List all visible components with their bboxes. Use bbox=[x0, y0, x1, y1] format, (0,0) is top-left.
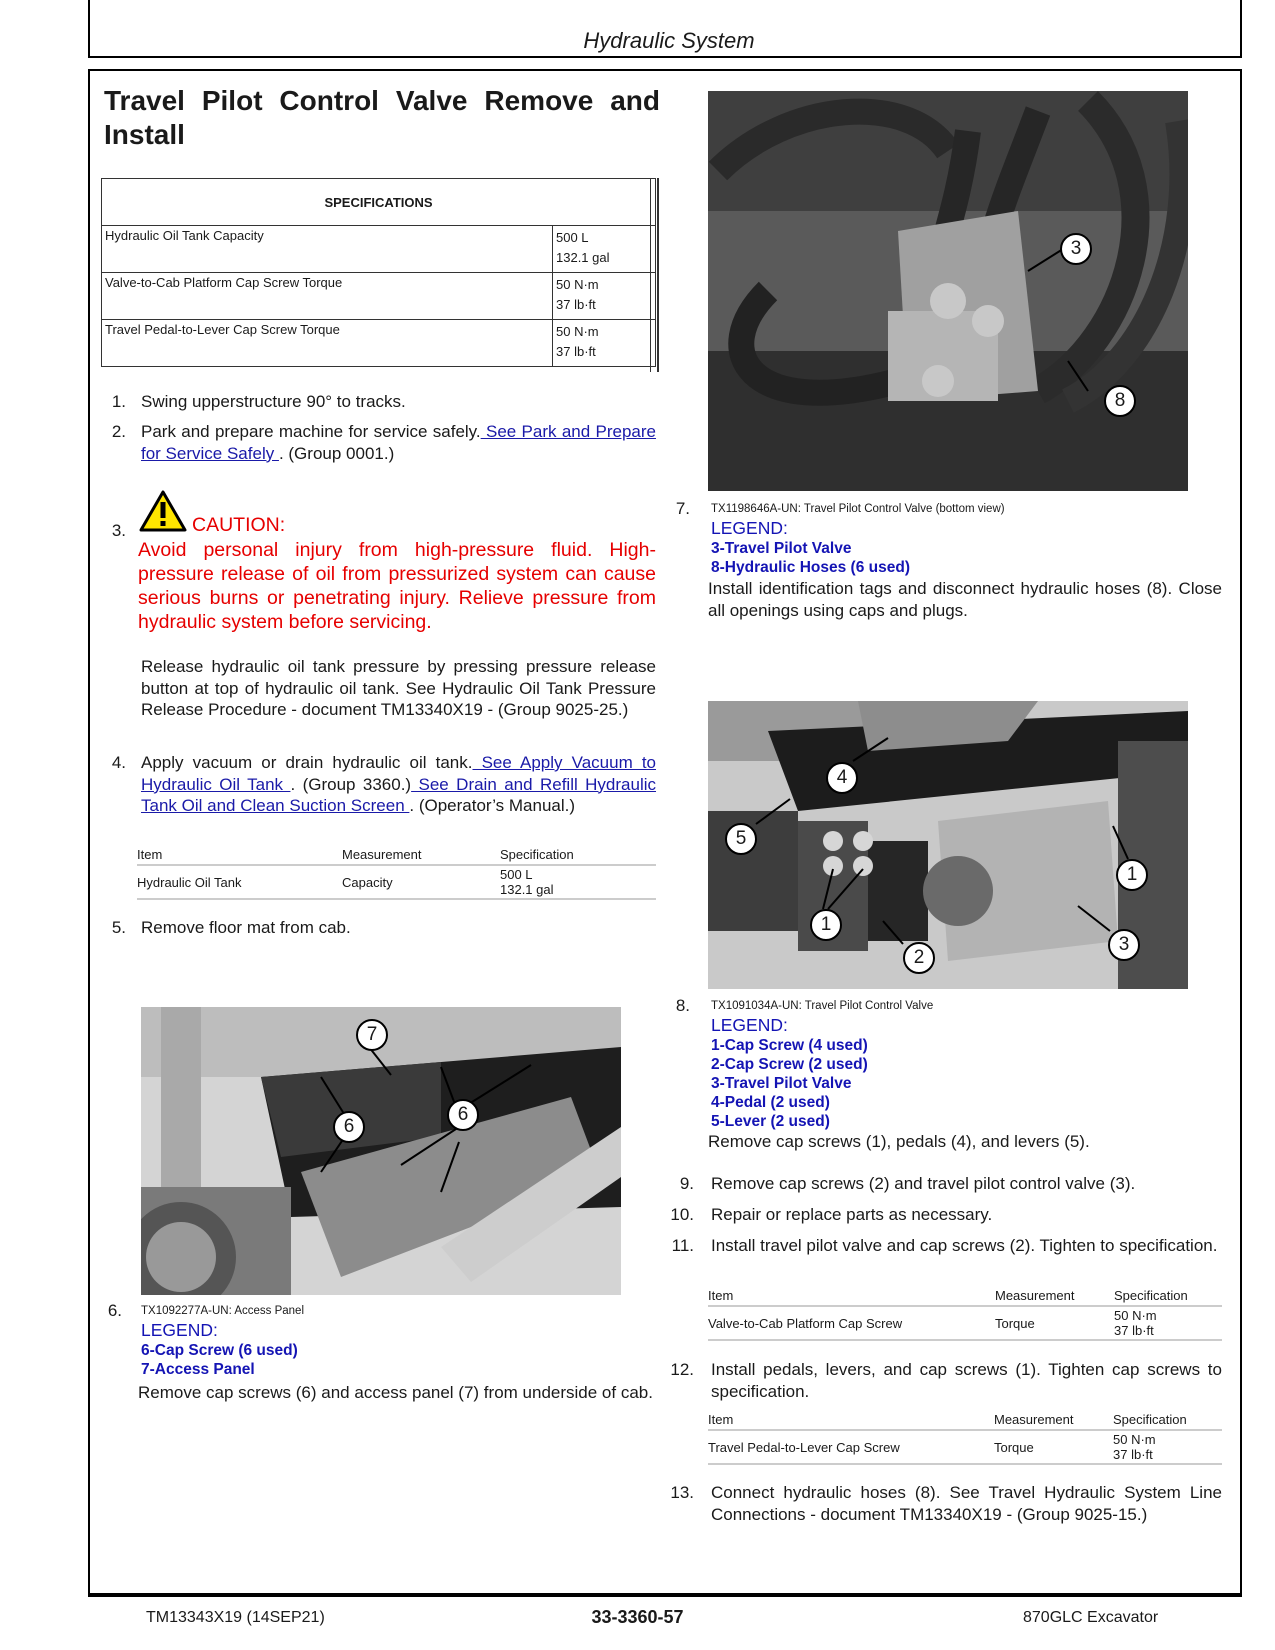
step-number: 3. bbox=[111, 521, 126, 540]
spec-mini-table: Item Measurement Specification Valve-to-Cab Platform Cap Screw Torque 50 N·m 37 lb·ft bbox=[708, 1285, 1222, 1341]
step-text: Remove cap screws (1), pedals (4), and levers (5). bbox=[708, 1132, 1090, 1151]
table-border bbox=[650, 178, 659, 372]
footer-divider bbox=[88, 1593, 1242, 1595]
spec-value: 50 N·m 37 lb·ft bbox=[553, 273, 656, 320]
callout-3: 3 bbox=[1060, 233, 1092, 265]
legend-heading: LEGEND: bbox=[711, 1015, 788, 1035]
callout-5: 5 bbox=[725, 823, 757, 855]
figure-caption: TX1092277A-UN: Access Panel bbox=[141, 1305, 305, 1317]
legend-item: 6-Cap Screw (6 used) bbox=[141, 1342, 298, 1359]
legend-item: 3-Travel Pilot Valve bbox=[711, 540, 852, 557]
legend-item: 8-Hydraulic Hoses (6 used) bbox=[711, 559, 910, 576]
legend-item: 2-Cap Screw (2 used) bbox=[711, 1056, 868, 1073]
figure-caption: TX1198646A-UN: Travel Pilot Control Valve (bottom view) bbox=[711, 503, 1005, 515]
step-number: 12. bbox=[670, 1360, 694, 1379]
spec-heading: SPECIFICATIONS bbox=[102, 179, 656, 226]
step-text: Install pedals, levers, and cap screws (1). Tighten cap screws to specification. bbox=[711, 1360, 1222, 1401]
callout-1: 1 bbox=[1116, 859, 1148, 891]
document-id: TM13343X19 (14SEP21) bbox=[146, 1609, 325, 1626]
table-row: Hydraulic Oil Tank Capacity 500 L 132.1 gal bbox=[137, 865, 656, 899]
access-panel-photo bbox=[141, 1007, 621, 1295]
table-row bbox=[102, 226, 656, 273]
step-text: Apply vacuum or drain hydraulic oil tank. See Apply Vacuum to Hydraulic Oil Tank . (Group 3360.) See Drain and Refill Hydraulic Tank Oil and Clean Suction Screen . (Operator’s Manual.) bbox=[141, 753, 657, 815]
step-text: Repair or replace parts as necessary. bbox=[711, 1205, 993, 1224]
callout-2: 2 bbox=[903, 942, 935, 974]
travel-pilot-valve-bottom-photo bbox=[708, 91, 1188, 491]
step-number: 5. bbox=[111, 918, 126, 937]
table-row: Travel Pedal-to-Lever Cap Screw Torque 50 N·m 37 lb·ft bbox=[708, 1430, 1222, 1464]
step-text: Release hydraulic oil tank pressure by pressing pressure release button at top of hydraulic oil tank. See Hydraulic Oil Tank Pressure Release Procedure - document TM13340X19 - (Group 9025-25.) bbox=[141, 657, 656, 719]
table-row: Valve-to-Cab Platform Cap Screw Torque 50 N·m 37 lb·ft bbox=[708, 1306, 1222, 1340]
step-number: 13. bbox=[670, 1483, 694, 1502]
table-row bbox=[102, 320, 656, 367]
service-safety-link[interactable]: See Park and Prepare for Service Safely bbox=[141, 422, 656, 463]
callout-3: 3 bbox=[1108, 929, 1140, 961]
step-number: 10. bbox=[670, 1205, 694, 1224]
warning-icon bbox=[139, 490, 187, 532]
caution-text: Avoid personal injury from high-pressure fluid. High-pressure release of oil from pressurized system can cause serious burns or penetrating injury. Relieve pressure from hydraulic system before servicing. bbox=[138, 539, 656, 633]
spec-mini-table: Item Measurement Specification Travel Pedal-to-Lever Cap Screw Torque 50 N·m 37 lb·ft bbox=[708, 1409, 1222, 1465]
model-name: 870GLC Excavator bbox=[1023, 1609, 1159, 1626]
step-number: 6. bbox=[107, 1301, 122, 1320]
spec-label: Valve-to-Cab Platform Cap Screw Torque bbox=[102, 273, 553, 320]
drain-refill-link[interactable]: See Drain and Refill Hydraulic Tank Oil and Clean Suction Screen bbox=[141, 774, 657, 815]
callout-1: 1 bbox=[810, 909, 842, 941]
callout-7: 7 bbox=[356, 1019, 388, 1051]
callout-6: 6 bbox=[333, 1111, 365, 1143]
callout-8: 8 bbox=[1104, 385, 1136, 417]
step-number: 7. bbox=[675, 499, 690, 518]
step-text: Install identification tags and disconnect hydraulic hoses (8). Close all openings using caps and plugs. bbox=[708, 579, 1222, 620]
step-text: Remove cap screws (6) and access panel (7) from underside of cab. bbox=[138, 1383, 653, 1402]
spec-label: Hydraulic Oil Tank Capacity bbox=[102, 226, 553, 273]
legend-item: 3-Travel Pilot Valve bbox=[711, 1075, 852, 1092]
spec-value: 500 L 132.1 gal bbox=[553, 226, 656, 273]
step-text: Remove cap screws (2) and travel pilot control valve (3). bbox=[711, 1174, 1136, 1193]
legend-item: 4-Pedal (2 used) bbox=[711, 1094, 830, 1111]
legend-item: 5-Lever (2 used) bbox=[711, 1113, 830, 1130]
step-number: 1. bbox=[111, 392, 126, 411]
apply-vacuum-link[interactable]: See Apply Vacuum to Hydraulic Oil Tank bbox=[141, 753, 657, 794]
spec-label: Travel Pedal-to-Lever Cap Screw Torque bbox=[102, 320, 553, 367]
legend-heading: LEGEND: bbox=[141, 1320, 218, 1340]
section-title: Hydraulic System bbox=[583, 28, 755, 53]
step-number: 2. bbox=[111, 422, 126, 441]
callout-4: 4 bbox=[826, 762, 858, 794]
table-row bbox=[102, 273, 656, 320]
travel-pilot-valve-photo bbox=[708, 701, 1188, 989]
step-number: 8. bbox=[675, 996, 690, 1015]
step-number: 11. bbox=[671, 1236, 694, 1255]
step-text: Install travel pilot valve and cap screws (2). Tighten to specification. bbox=[711, 1236, 1218, 1255]
spec-value: 50 N·m 37 lb·ft bbox=[553, 320, 656, 367]
legend-item: 7-Access Panel bbox=[141, 1361, 255, 1378]
step-text: Connect hydraulic hoses (8). See Travel Hydraulic System Line Connections - document TM13340X19 - (Group 9025-15.) bbox=[711, 1483, 1222, 1524]
legend-heading: LEGEND: bbox=[711, 518, 788, 538]
spec-mini-table: Item Measurement Specification Hydraulic Oil Tank Capacity 500 L 132.1 gal bbox=[137, 844, 656, 900]
callout-6: 6 bbox=[447, 1099, 479, 1131]
step-number: 4. bbox=[111, 753, 126, 772]
page-number: 33-3360-57 bbox=[591, 1607, 684, 1627]
caution-label: CAUTION: bbox=[192, 514, 286, 536]
legend-item: 1-Cap Screw (4 used) bbox=[711, 1037, 868, 1054]
step-text: Park and prepare machine for service safely. See Park and Prepare for Service Safely . (Group 0001.) bbox=[141, 422, 656, 463]
step-text: Swing upperstructure 90° to tracks. bbox=[141, 392, 406, 411]
step-number: 9. bbox=[679, 1174, 694, 1193]
specifications-table bbox=[101, 178, 656, 367]
figure-caption: TX1091034A-UN: Travel Pilot Control Valve bbox=[711, 1000, 934, 1012]
page-title: Travel Pilot Control Valve Remove and Install bbox=[104, 85, 660, 150]
step-text: Remove floor mat from cab. bbox=[141, 918, 351, 937]
